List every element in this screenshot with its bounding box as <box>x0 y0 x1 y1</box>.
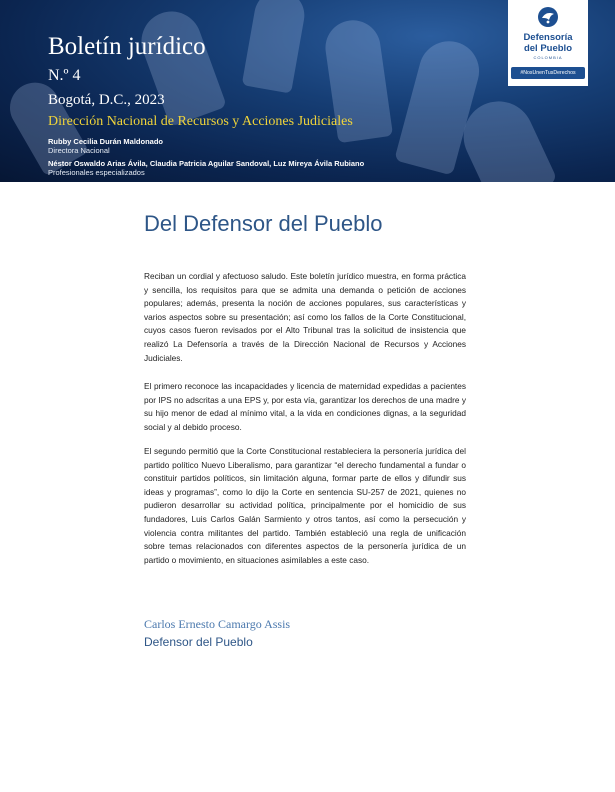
logo-text-del-pueblo: del Pueblo <box>523 43 573 54</box>
header-banner <box>0 0 615 182</box>
dove-emblem-icon <box>537 6 559 28</box>
credit-professionals-names: Néstor Oswaldo Arias Ávila, Claudia Patricia Aguilar Sandoval, Luz Mireya Ávila Rubiano <box>48 159 365 168</box>
logo-hashtag: #NosUnenTusDerechos <box>511 67 585 79</box>
credit-professionals-role: Profesionales especializados <box>48 168 145 177</box>
bulletin-direction: Dirección Nacional de Recursos y Acciones Judiciales <box>48 114 353 129</box>
page-title: Del Defensor del Pueblo <box>144 211 383 236</box>
logo-text-colombia: COLOMBIA <box>533 55 563 60</box>
bulletin-title: Boletín jurídico <box>48 33 206 60</box>
credit-director-name: Rubby Cecilia Durán Maldonado <box>48 137 164 146</box>
credit-director-role: Directora Nacional <box>48 146 110 155</box>
body-paragraph-1: Reciban un cordial y afectuoso saludo. Este boletín jurídico muestra, en forma práctica y sencilla, los requisitos para que se admita una demanda o petición de acciones populares; además, presenta la noción de acciones populares, sus características y varios aspectos sobre su presentación; así como los fallos de la Corte Constitucional, cuyos casos fueron revisados por el Alto Tribunal tras la solicitud de insistencia que realizó La Defensoría a través de la Dirección Nacional de Recursos y Acciones Judiciales. <box>144 271 466 363</box>
logo-text-defensoria: Defensoría <box>523 32 573 43</box>
body-paragraph-2: El primero reconoce las incapacidades y licencia de maternidad expedidas a pacientes por IPS no adscritas a una EPS y, por esta vía, garantizar los derechos de una madre y su hijo menor de edad al mínimo vital, a la vida en condiciones dignas, a la seguridad social y al debido proceso. <box>144 381 466 432</box>
body-paragraph-3: El segundo permitió que la Corte Constitucional restableciera la personería jurídica del partido político Nuevo Liberalismo, para garantizar “el derecho fundamental a fundar o constituir partidos políticos, sin limitación alguna, formar parte de ellos y difundir sus ideas y programas”, como lo dijo la Corte en sentencia SU-257 de 2021, quienes no pudieron desarrollar su actividad política, principalmente por el homicidio de sus fundadores, Luis Carlos Galán Sarmiento y otros tantos, así como la persecución y violencia contra militantes del partido. También estableció una regla de unificación sobre temas relacionados con diferentes aspectos de la personería jurídica de un partido o movimiento, en situaciones asimilables a este caso. <box>144 446 466 565</box>
signature-name: Carlos Ernesto Camargo Assis <box>144 617 291 631</box>
bulletin-number: N.º 4 <box>48 67 81 84</box>
bulletin-place-date: Bogotá, D.C., 2023 <box>48 92 165 108</box>
signature-role: Defensor del Pueblo <box>144 635 253 649</box>
decorative-hand <box>242 0 309 94</box>
